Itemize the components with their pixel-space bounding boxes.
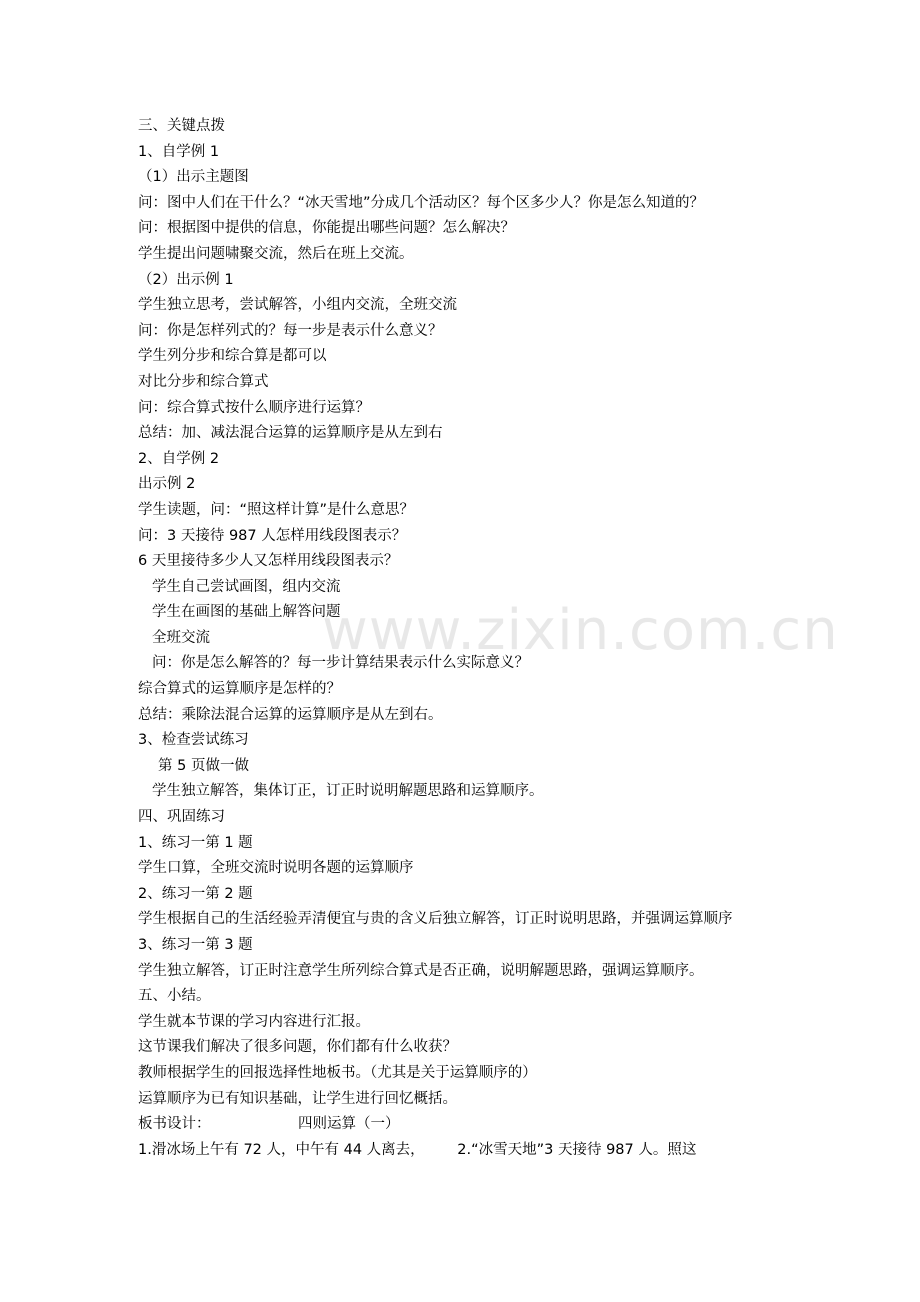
text-line: 学生提出问题啸聚交流，然后在班上交流。 — [138, 245, 414, 262]
text-line: （2）出示例 1 — [138, 271, 234, 288]
text-line: 对比分步和综合算式 — [138, 373, 269, 390]
text-line: 这节课我们解决了很多问题，你们都有什么收获？ — [138, 1039, 457, 1056]
text-line: 学生在画图的基础上解答问题 — [152, 604, 341, 621]
board-items-row — [138, 1138, 788, 1164]
subsection-heading: 3、检查尝试练习 — [138, 732, 249, 749]
subsection-heading: 1、练习一第 1 题 — [138, 834, 253, 851]
text-line: 问：根据图中提供的信息，你能提出哪些问题？怎么解决？ — [138, 220, 515, 237]
text-line: 问：你是怎样列式的？每一步是表示什么意义？ — [138, 322, 443, 339]
text-line: 学生独立解答，订正时注意学生所列综合算式是否正确，说明解题思路，强调运算顺序。 — [138, 962, 704, 979]
subsection-heading: 3、练习一第 3 题 — [138, 937, 253, 953]
board-design-title: 四则运算（一） — [298, 1116, 400, 1133]
board-design-label: 板书设计： — [138, 1116, 211, 1133]
text-line: 运算顺序为已有知识基础，让学生进行回忆概括。 — [138, 1090, 457, 1107]
text-line: 6 天里接待多少人又怎样用线段图表示？ — [138, 553, 399, 570]
text-line: 学生就本节课的学习内容进行汇报。 — [138, 1013, 370, 1030]
text-line: 全班交流 — [152, 629, 210, 646]
section-heading: 五、小结。 — [138, 988, 211, 1005]
text-line: 问：图中人们在干什么？“冰天雪地”分成几个活动区？每个区多少人？你是怎么知道的？ — [138, 194, 705, 211]
text-line: 学生口算，全班交流时说明各题的运算顺序 — [138, 860, 414, 877]
subsection-heading: 2、自学例 2 — [138, 450, 220, 467]
document-body — [138, 114, 788, 1163]
section-heading: 三、关键点拨 — [138, 118, 225, 134]
text-line: 总结：加、减法混合运算的运算顺序是从左到右 — [138, 425, 443, 442]
text-line: 出示例 2 — [138, 476, 196, 493]
text-line: 教师根据学生的回报选择性地板书。（尤其是关于运算顺序的） — [138, 1064, 537, 1081]
board-item-1: 1.滑冰场上午有 72 人，中午有 44 人离去， — [138, 1141, 425, 1158]
text-line: 学生独立思考，尝试解答，小组内交流，全班交流 — [138, 297, 457, 314]
board-item-2: 2.“冰雪天地”3 天接待 987 人。照这 — [457, 1141, 697, 1158]
text-line: 问：3 天接待 987 人怎样用线段图表示？ — [138, 527, 407, 544]
text-line: 问：综合算式按什么顺序进行运算？ — [138, 399, 370, 416]
text-line: 第 5 页做一做 — [158, 757, 249, 774]
text-line: 学生自己尝试画图，组内交流 — [152, 578, 341, 595]
text-line: 综合算式的运算顺序是怎样的？ — [138, 681, 341, 698]
watermark: www.zixin.com.cn — [322, 598, 839, 663]
subsection-heading: 2、练习一第 2 题 — [138, 885, 253, 902]
text-line: （1）出示主题图 — [138, 169, 249, 186]
text-line: 学生独立解答，集体订正，订正时说明解题思路和运算顺序。 — [152, 783, 544, 800]
board-design-row — [138, 1112, 788, 1138]
section-heading: 四、巩固练习 — [138, 809, 225, 826]
text-line: 总结：乘除法混合运算的运算顺序是从左到右。 — [138, 706, 443, 723]
text-line: 学生列分步和综合算是都可以 — [138, 348, 327, 365]
text-line: 问：你是怎么解答的？每一步计算结果表示什么实际意义？ — [152, 655, 529, 672]
text-paragraph: 学生根据自己的生活经验弄清便宜与贵的含义后独立解答，订正时说明思路，并强调运算顺序 — [138, 911, 733, 928]
text-line: 学生读题，问：“照这样计算”是什么意思？ — [138, 501, 415, 518]
subsection-heading: 1、自学例 1 — [138, 143, 220, 160]
